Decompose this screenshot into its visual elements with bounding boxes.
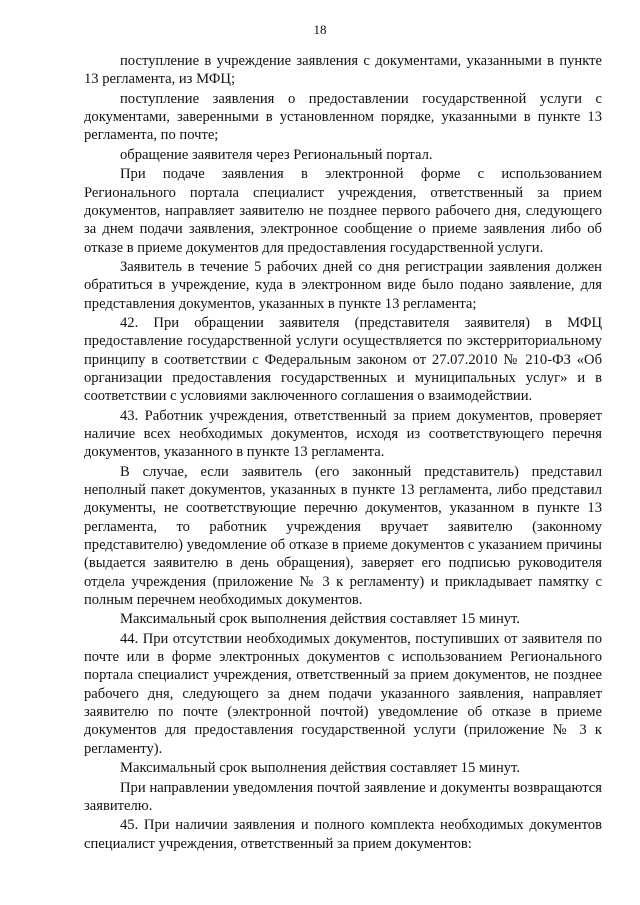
paragraph-item-42: 42. При обращении заявителя (представителя заявителя) в МФЦ предоставление государственной услуги осуществляется по экстерриториальному принципу в соответствии с Федеральным законом от 27.07.2010 № 210-ФЗ «Об организации предоставления государственных и муниципальных услуг» и в соответствии с условиями заключенного соглашения о взаимодействии. <box>84 315 602 405</box>
paragraph-item-43: 43. Работник учреждения, ответственный за прием документов, проверяет наличие всех необходимых документов, исходя из соответствующего перечня документов, указанного в пункте 13 регламента. <box>84 407 602 461</box>
paragraph: Максимальный срок выполнения действия составляет 15 минут. <box>120 611 520 628</box>
paragraph: поступление в учреждение заявления с документами, указанными в пункте 13 регламента, из МФЦ; <box>84 53 602 88</box>
paragraph: При подаче заявления в электронной форме с использованием Регионального портала специалист учреждения, ответственный за прием документов, направляет заявителю не позднее первого рабочего дня, следующего за днем подачи заявления, электронное сообщение о приеме заявления либо об отказе в приеме документов для предоставления государственной услуги. <box>84 166 602 256</box>
page-number: 18 <box>313 22 327 37</box>
paragraph: В случае, если заявитель (его законный представитель) представил неполный пакет документов, указанных в пункте 13 регламента, либо представил документы, не соответствующие перечню документов, указанном в пункте 13 регламента, то работник учреждения вручает заявителю (законному представителю) уведомление об отказе в приеме документов с указанием причины (выдается заявителю в день обращения), заверяет его подписью руководителя отдела учреждения (приложение № 3 к регламенту) и прикладывает памятку с полным перечнем необходимых документов. <box>84 463 602 608</box>
paragraph: Заявитель в течение 5 рабочих дней со дня регистрации заявления должен обратиться в учреждение, куда в электронном виде было подано заявление, для представления документов, указанных в пункте 13 регламента; <box>84 259 602 312</box>
paragraph: При направлении уведомления почтой заявление и документы возвращаются заявителю. <box>84 779 602 814</box>
paragraph-item-45: 45. При наличии заявления и полного комплекта необходимых документов специалист учреждения, ответственный за прием документов: <box>84 817 602 852</box>
paragraph: поступление заявления о предоставлении государственной услуги с документами, заверенными в установленном порядке, указанными в пункте 13 регламента, по почте; <box>84 90 602 144</box>
paragraph-item-44: 44. При отсутствии необходимых документов, поступивших от заявителя по почте или в форме электронных документов с использованием Регионального портала специалист учреждения, ответственный за прием документов, не позднее рабочего дня, следующего за днем подачи указанного заявления, направляет заявителю по почте (электронной почтой) уведомление об отказе в приеме документов для предоставления государственной услуги (приложение № 3 к регламенту). <box>84 630 602 757</box>
paragraph: обращение заявителя через Региональный портал. <box>120 146 433 163</box>
document-body <box>84 52 602 854</box>
paragraph: Максимальный срок выполнения действия составляет 15 минут. <box>120 760 520 777</box>
